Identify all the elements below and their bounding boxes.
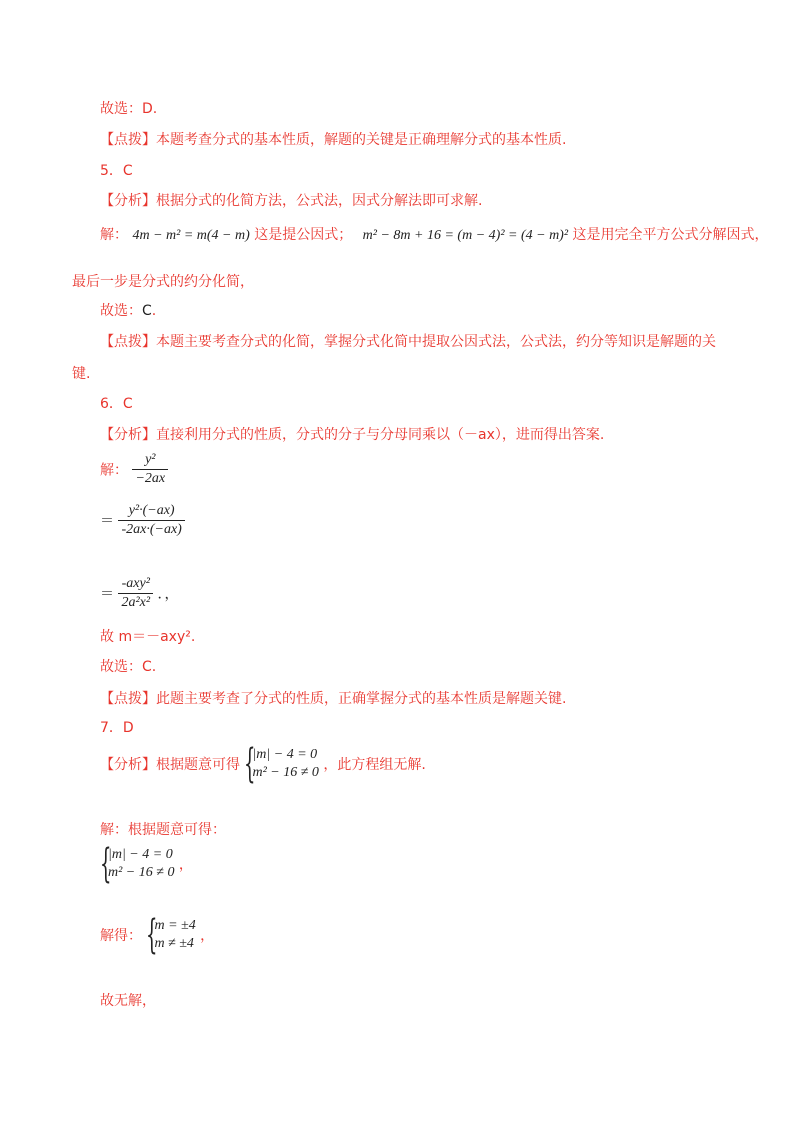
q5-choice-prefix: 故选： — [100, 303, 142, 319]
q7-system-1-row-2: m² − 16 ≠ 0 — [252, 765, 319, 780]
q7-system-1-row-1: |m| − 4 = 0 — [252, 747, 318, 762]
q7-system-2-row-2: m² − 16 ≠ 0 — [108, 865, 175, 880]
q6-fraction-3-num: -axy² — [118, 576, 153, 594]
q5-choice-end: . — [151, 303, 157, 319]
q5-choice-line — [100, 300, 156, 320]
q5-note-1: 这是提公因式； — [254, 227, 353, 243]
q7-solved-prefix: 解得： — [100, 928, 142, 944]
brace-icon: { — [100, 841, 112, 887]
q6-result: 故 m＝－axy². — [100, 629, 196, 645]
q7-system-3-row-2: m ≠ ±4 — [154, 936, 194, 951]
q5-hint-1: 【点拨】本题主要考查分式的化简，掌握分式化简中提取公因式法，公式法，约分等知识是解题的关 — [100, 334, 716, 350]
q6-step-3 — [100, 576, 179, 611]
q5-analysis: 【分析】根据分式的化简方法，公式法，因式分解法即可求解. — [100, 193, 483, 209]
q6-step-2 — [100, 503, 185, 538]
q7-system-2-line — [100, 841, 193, 887]
q7-system-2 — [100, 841, 175, 887]
q5-continuation: 最后一步是分式的约分化简， — [72, 274, 254, 290]
q6-fraction-2-den: -2ax·(−ax) — [121, 522, 182, 537]
brace-icon: { — [244, 741, 256, 787]
q6-analysis: 【分析】直接利用分式的性质，分式的分子与分母同乘以（－ax），进而得出答案. — [100, 427, 605, 443]
q6-hint: 【点拨】此题主要考查了分式的性质，正确掌握分式的基本性质是解题关键. — [100, 691, 567, 707]
q7-solution: 解：根据题意可得： — [100, 822, 226, 838]
q7-analysis-line — [100, 741, 426, 787]
q6-fraction-3-den: 2a²x² — [121, 595, 151, 610]
q7-system-2-end: ， — [178, 857, 193, 873]
q7-analysis-suffix: ，此方程组无解. — [323, 757, 426, 773]
q5-solution-line — [100, 224, 769, 244]
q5-choice-value: C — [142, 303, 152, 319]
q5-hint-2: 键. — [72, 366, 91, 382]
q6-choice: 故选：C. — [100, 659, 157, 675]
q6-step-1 — [100, 452, 168, 487]
q6-heading: 6．C — [100, 396, 133, 412]
q5-equation-1: 4m − m² = m(4 − m) — [132, 228, 250, 243]
answer-d-line: 故选：D. — [100, 101, 158, 117]
q5-equation-2: m² − 8m + 16 = (m − 4)² = (4 − m)² — [362, 228, 569, 243]
q6-fraction-2-num: y²·(−ax) — [118, 503, 184, 521]
q7-heading: 7．D — [100, 720, 134, 736]
hint-line: 【点拨】本题考查分式的基本性质，解题的关键是正确理解分式的基本性质. — [100, 132, 567, 148]
q7-system-3-row-1: m = ±4 — [154, 918, 196, 933]
q7-analysis-prefix: 【分析】根据题意可得 — [100, 757, 240, 773]
brace-icon: { — [146, 912, 158, 958]
q7-system-2-row-1: |m| − 4 = 0 — [108, 847, 173, 862]
q6-solution-prefix: 解： — [100, 462, 128, 479]
q7-system-1 — [244, 741, 319, 787]
q7-final: 故无解， — [100, 993, 156, 1009]
q7-solved-line — [100, 912, 215, 958]
q6-fraction-3 — [118, 576, 153, 611]
q7-system-3-end: ， — [200, 928, 215, 944]
q6-fraction-2 — [118, 503, 184, 538]
q7-system-3 — [146, 912, 196, 958]
q6-fraction-1 — [132, 452, 168, 487]
q6-equals-2: ＝ — [100, 587, 114, 603]
q5-solution-prefix: 解： — [100, 227, 128, 243]
q6-fraction-3-end: ．， — [157, 586, 179, 603]
q6-fraction-1-den: −2ax — [135, 471, 166, 486]
q6-fraction-1-num: y² — [132, 452, 168, 470]
q5-note-2: 这是用完全平方公式分解因式， — [572, 227, 769, 243]
q5-heading: 5．C — [100, 163, 133, 179]
q6-equals-1: ＝ — [100, 514, 114, 530]
